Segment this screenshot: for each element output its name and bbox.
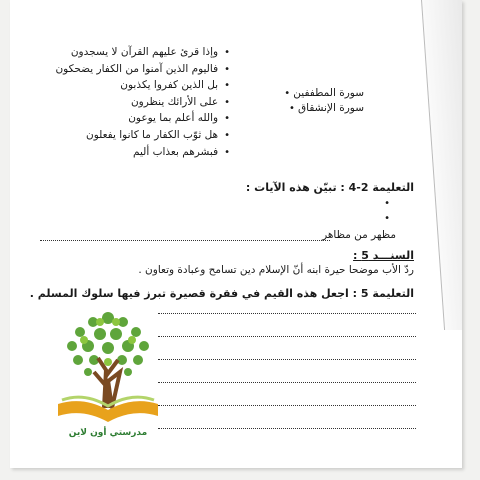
verse-item: • والله أعلم بما يوعون <box>30 110 230 127</box>
page-fold <box>421 0 462 330</box>
verse-item: • هل ثوّب الكفار ما كانوا يفعلون <box>30 127 230 144</box>
tree-book-icon <box>48 300 168 430</box>
verse-item: • فبشرهم بعذاب أليم <box>30 144 230 161</box>
surah-item: سورة المطففين • <box>244 86 364 101</box>
verse-list <box>30 44 230 160</box>
task-2-4-prompt: مظهر من مظاهر <box>322 229 396 241</box>
worksheet-page <box>10 0 462 468</box>
surah-list <box>244 86 364 116</box>
answer-line[interactable] <box>40 240 330 241</box>
answer-line[interactable] <box>158 336 416 337</box>
empty-bullet: • <box>384 198 390 209</box>
answer-line[interactable] <box>158 382 416 383</box>
verse-item: • فاليوم الذين آمنوا من الكفار يضحكون <box>30 61 230 78</box>
logo-text: مدرستي أون لاين <box>68 428 148 438</box>
answer-line[interactable] <box>158 359 416 360</box>
school-logo <box>48 300 168 450</box>
verse-item: • بل الذين كفروا يكذبون <box>30 77 230 94</box>
answer-line[interactable] <box>158 428 416 429</box>
verse-item: • على الأرائك ينظرون <box>30 94 230 111</box>
answer-line[interactable] <box>158 405 416 406</box>
task-5-title: التعليمة 5 : اجعل هذه القيم في فقرة قصيرة تبرز فيها سلوك المسلم . <box>29 287 414 300</box>
surah-item: سورة الإنشقاق • <box>244 101 364 116</box>
verse-item: • وإذا قرئ عليهم القرآن لا يسجدون <box>30 44 230 61</box>
document-5-title: السنـــد 5 : <box>353 249 414 262</box>
task-2-4-title: التعليمة 2-4 : تبيّن هذه الآيات : <box>245 181 414 194</box>
document-5-text: ردّ الأب موضحا حيرة ابنه أنّ الإسلام دين تسامح وعبادة وتعاون . <box>138 264 414 276</box>
empty-bullet: • <box>384 213 390 224</box>
answer-line[interactable] <box>158 313 416 314</box>
